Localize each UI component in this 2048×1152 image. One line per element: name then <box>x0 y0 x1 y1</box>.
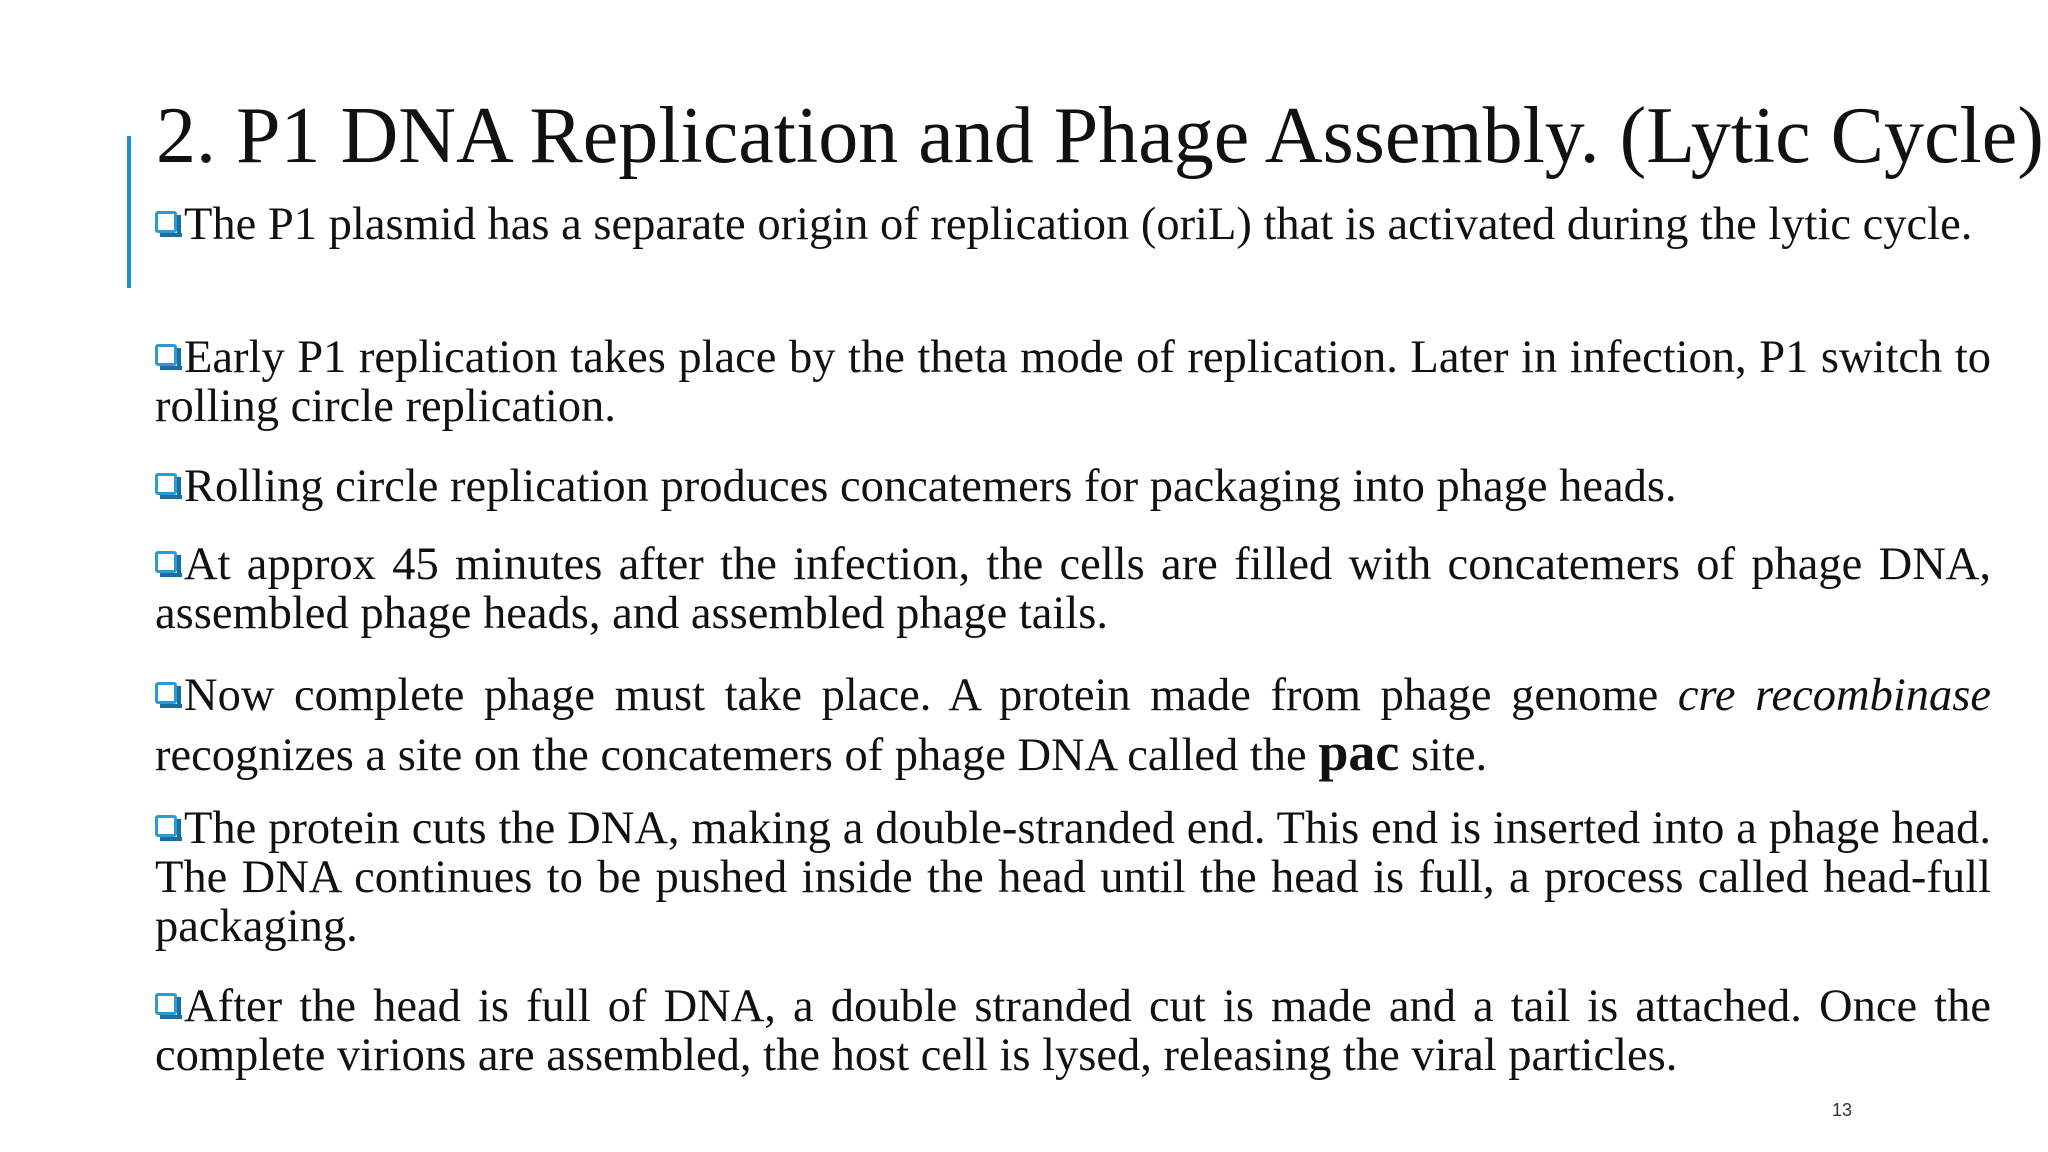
bullet-item <box>155 982 1991 1080</box>
bullet-item <box>155 540 1991 638</box>
bullet-text: Now complete phage must take place. A protein made from phage genome <box>184 670 1678 721</box>
bullet-item <box>155 804 1991 951</box>
square-checkbox-icon <box>155 815 181 841</box>
square-checkbox-icon <box>155 682 181 708</box>
slide-title: 2. P1 DNA Replication and Phage Assembly. (Lytic Cycle) <box>156 92 2044 180</box>
bullet-item <box>155 462 1991 511</box>
bullet-item <box>155 200 1991 249</box>
bullet-text: The protein cuts the DNA, making a double-stranded end. This end is inserted into a phage head. The DNA continues to be pushed inside the head until the head is full, a process called head-full packaging. <box>155 803 1991 952</box>
page-number: 13 <box>1832 1100 1853 1120</box>
bullet-text: The P1 plasmid has a separate origin of replication (oriL) that is activated during the lytic cycle. <box>184 199 1973 250</box>
bullet-item <box>155 668 1991 784</box>
accent-line <box>127 136 131 288</box>
bullet-italic-term: cre recombinase <box>1677 670 1992 721</box>
bullet-text: After the head is full of DNA, a double stranded cut is made and a tail is attached. Once the complete virions are assembled, the host cell is lysed, releasing the viral particles. <box>155 981 1991 1081</box>
bullet-text: Early P1 replication takes place by the theta mode of replication. Later in infection, P1 switch to rolling circle replication. <box>155 332 1991 432</box>
square-checkbox-icon <box>155 211 181 237</box>
square-checkbox-icon <box>155 551 181 577</box>
bullet-text: At approx 45 minutes after the infection, the cells are filled with concatemers of phage DNA, assembled phage heads, and assembled phage tails. <box>155 539 1991 639</box>
square-checkbox-icon <box>155 993 181 1019</box>
square-checkbox-icon <box>155 344 181 370</box>
bullet-text: recognizes a site on the concatemers of phage DNA called the <box>155 730 1319 781</box>
bullet-item <box>155 333 1991 431</box>
bullet-text: Rolling circle replication produces concatemers for packaging into phage heads. <box>184 461 1677 512</box>
bullet-text: site. <box>1399 730 1488 781</box>
bullet-bold-term: pac <box>1318 722 1400 782</box>
square-checkbox-icon <box>155 473 181 499</box>
